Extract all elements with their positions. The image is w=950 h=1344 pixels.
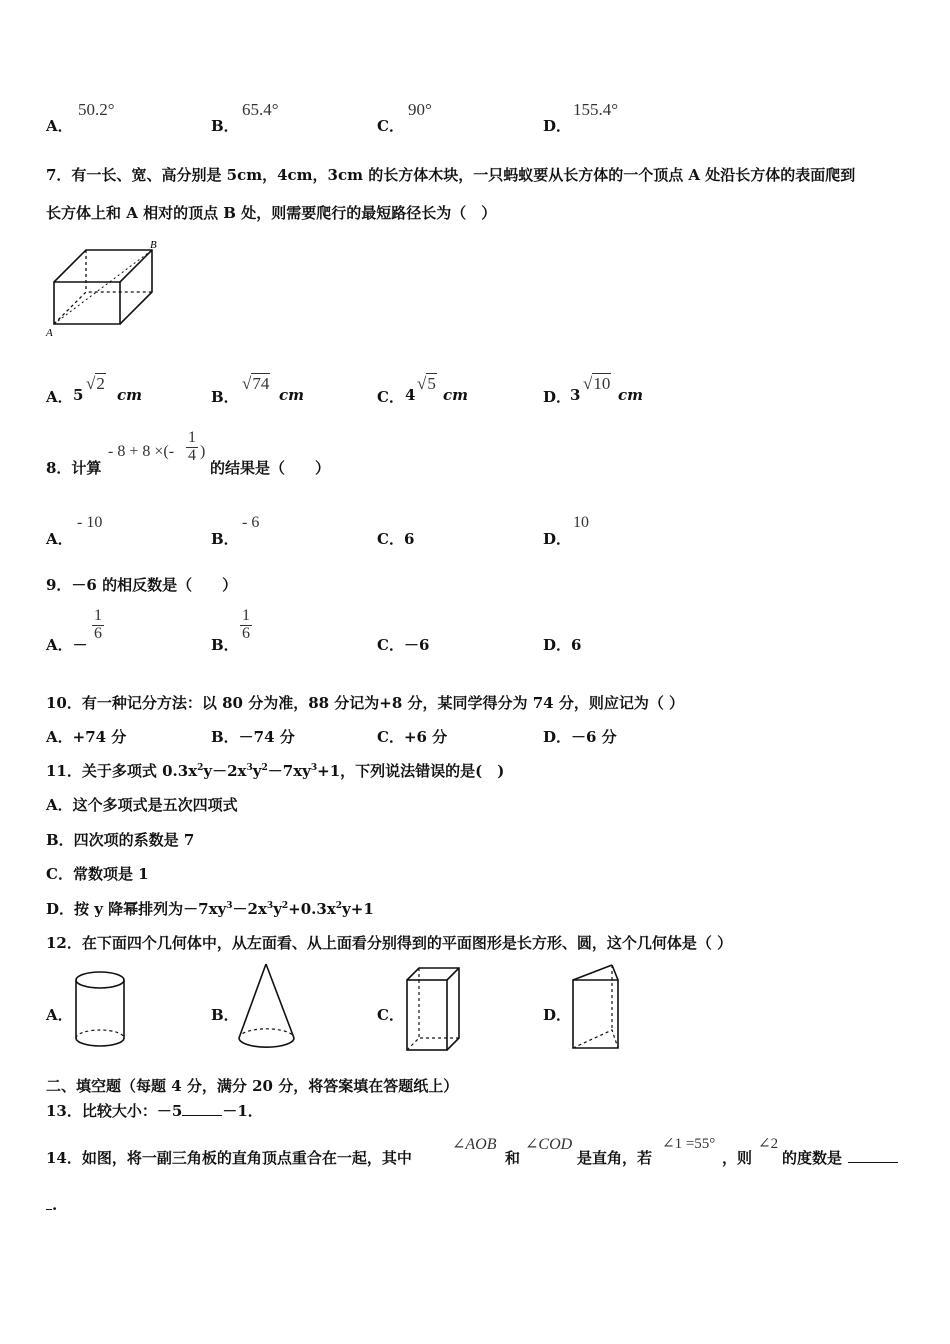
q7-option-b-radicand: 74 <box>252 374 270 393</box>
q7-stem-line2: 长方体上和 A 相对的顶点 B 处，则需要爬行的最短路径长为（ ） <box>46 204 497 222</box>
q7-stem-line1: 7．有一长、宽、高分别是 5cm，4cm，3cm 的长方体木块，一只蚂蚁要从长方体的一个顶点 A 处沿长方体的表面爬到 <box>46 166 856 184</box>
q10-option-a: A．+74 分 <box>46 728 127 746</box>
q12-option-d-label: D． <box>543 1006 572 1024</box>
q7-option-c-unit: cm <box>443 386 469 404</box>
q8-option-a-value: - 10 <box>77 514 103 531</box>
q11-d-part: y <box>273 900 282 918</box>
q9-option-d: D．6 <box>543 636 582 654</box>
q13-suffix: －1． <box>222 1102 263 1120</box>
q13-stem <box>46 1100 263 1121</box>
q14-then: ，则 <box>722 1149 753 1167</box>
q7-option-a-unit: cm <box>117 386 143 404</box>
q7-option-a-coef: 5 <box>73 386 84 404</box>
q8-expr-right: ) <box>200 443 206 460</box>
q9-options <box>0 606 950 656</box>
q7-option-c-coef: 4 <box>405 386 416 404</box>
q8-option-c: C．6 <box>377 530 415 548</box>
q9-b-numerator: 1 <box>242 607 250 624</box>
q7-option-d-label: D． <box>543 388 572 406</box>
q7-option-a-radicand: 2 <box>96 374 105 393</box>
q11-sup: 2 <box>261 763 268 773</box>
q7-option-c-sqrt: √5 <box>417 374 436 393</box>
q10-option-d: D．－6 分 <box>543 728 617 746</box>
q6-option-c-label: C． <box>377 117 404 135</box>
q14-angle-1: ∠1 =55° <box>662 1136 716 1152</box>
q12-triangular-prism-figure <box>568 962 630 1054</box>
q8-options <box>0 514 950 550</box>
q6-option-b-label: B． <box>211 117 239 135</box>
q11-d-part: y+1 <box>342 900 374 918</box>
q7-options <box>0 372 950 408</box>
q12-cone-figure <box>234 962 300 1054</box>
q7-option-b-sqrt: √74 <box>242 374 270 393</box>
q9-stem: 9．－6 的相反数是（ ） <box>46 576 238 594</box>
q10-option-b: B．－74 分 <box>211 728 295 746</box>
q14-angle-cod: ∠COD <box>525 1136 573 1153</box>
q8-fraction <box>186 430 198 465</box>
q7-option-b-label: B． <box>211 388 239 406</box>
q7-option-d-coef: 3 <box>570 386 581 404</box>
q6-option-d-value: 155.4° <box>573 100 619 119</box>
section-2-title: 二、填空题（每题 4 分，满分 20 分，将答案填在答题纸上） <box>46 1077 459 1095</box>
q14-stem <box>0 1134 950 1174</box>
q7-option-c-label: C． <box>377 388 404 406</box>
q10-option-c: C．+6 分 <box>377 728 448 746</box>
q11-sup: 3 <box>310 763 318 773</box>
q13-prefix: 13．比较大小：－5 <box>46 1102 183 1120</box>
q11-sup: 3 <box>226 901 233 911</box>
q9-option-a-label: A．－ <box>46 636 88 654</box>
q11-option-a: A．这个多项式是五次四项式 <box>46 796 238 814</box>
q7-option-a-sqrt: √2 <box>86 374 105 393</box>
q9-option-a-fraction <box>92 608 104 643</box>
q12-prism-figure <box>402 964 464 1054</box>
q14-angle-2: ∠2 <box>758 1136 779 1152</box>
q14-middle: 是直角，若 <box>577 1149 653 1167</box>
q7-option-d-unit: cm <box>618 386 644 404</box>
q11-sup: 2 <box>197 763 204 773</box>
q6-option-c-value: 90° <box>408 100 432 119</box>
q11-stem-part: y <box>252 762 262 780</box>
q13-answer-blank[interactable] <box>182 1115 222 1116</box>
q11-stem <box>46 760 504 781</box>
q11-stem-part: y－2x <box>203 762 247 780</box>
q9-option-b-fraction <box>240 608 252 643</box>
q14-prefix: 14．如图，将一副三角板的直角顶点重合在一起，其中 <box>46 1149 412 1167</box>
q12-option-b-label: B． <box>211 1006 239 1024</box>
q11-stem-part: 11．关于多项式 0.3x <box>46 762 198 780</box>
q7-cuboid-figure <box>44 236 169 341</box>
q11-d-part: D．按 y 降幂排列为－7xy <box>46 900 227 918</box>
q12-stem: 12．在下面四个几何体中，从左面看、从上面看分别得到的平面图形是长方形、圆，这个几何体是（ ） <box>46 934 733 952</box>
q8-option-b-value: - 6 <box>242 514 260 531</box>
q6-options <box>0 0 950 140</box>
q11-d-part: +0.3x <box>288 900 336 918</box>
q8-stem <box>0 430 950 480</box>
q11-sup: 3 <box>266 901 274 911</box>
q7-option-d-radicand: 10 <box>593 374 611 393</box>
q7-option-a-label: A． <box>46 388 73 406</box>
vertex-label-b: B <box>150 239 157 251</box>
q6-option-d-label: D． <box>543 117 572 135</box>
q6-option-a-label: A． <box>46 117 73 135</box>
q14-suffix: 的度数是 <box>782 1149 843 1167</box>
q14-end-period: . <box>52 1196 58 1214</box>
q11-sup: 3 <box>246 763 253 773</box>
q7-option-c-radicand: 5 <box>427 374 436 393</box>
q9-a-denominator: 6 <box>94 624 102 642</box>
q7-option-d-sqrt: √10 <box>583 374 611 393</box>
q8-option-d-label: D． <box>543 530 572 548</box>
q8-frac-numerator: 1 <box>188 429 196 446</box>
q14-answer-blank[interactable] <box>848 1160 898 1163</box>
q8-frac-denominator: 4 <box>188 446 196 464</box>
q8-expr-left: - 8 + 8 ×(- <box>108 443 175 460</box>
q8-prefix: 8．计算 <box>46 459 102 477</box>
q8-option-a-label: A． <box>46 530 73 548</box>
q14-and: 和 <box>505 1149 521 1167</box>
q6-option-b-value: 65.4° <box>242 100 279 119</box>
q9-option-c: C．－6 <box>377 636 430 654</box>
q11-option-d <box>46 898 374 919</box>
q11-d-part: －2x <box>232 900 267 918</box>
q11-sup: 2 <box>281 901 289 911</box>
q10-options <box>0 726 950 750</box>
q14-end <box>46 1196 57 1214</box>
q8-option-d-value: 10 <box>573 514 589 531</box>
q10-stem: 10．有一种记分方法：以 80 分为准，88 分记为+8 分，某同学得分为 74 分，则应记为（ ） <box>46 694 685 712</box>
q9-option-b-label: B． <box>211 636 239 654</box>
q14-angle-aob: ∠AOB <box>452 1136 497 1153</box>
q11-stem-part: +1，下列说法错误的是( ) <box>317 762 505 780</box>
q11-option-c: C．常数项是 1 <box>46 865 149 883</box>
q11-option-b: B．四次项的系数是 7 <box>46 831 195 849</box>
q12-cylinder-figure <box>70 966 130 1054</box>
q9-a-numerator: 1 <box>94 607 102 624</box>
q7-option-b-unit: cm <box>279 386 305 404</box>
q11-sup: 2 <box>335 901 343 911</box>
q8-option-b-label: B． <box>211 530 239 548</box>
q12-option-a-label: A． <box>46 1006 73 1024</box>
q8-suffix: 的结果是（ ） <box>210 459 331 477</box>
q12-option-c-label: C． <box>377 1006 404 1024</box>
q9-b-denominator: 6 <box>242 624 250 642</box>
q11-stem-part: －7xy <box>267 762 311 780</box>
vertex-label-a: A <box>46 327 53 339</box>
q6-option-a-value: 50.2° <box>78 100 115 119</box>
